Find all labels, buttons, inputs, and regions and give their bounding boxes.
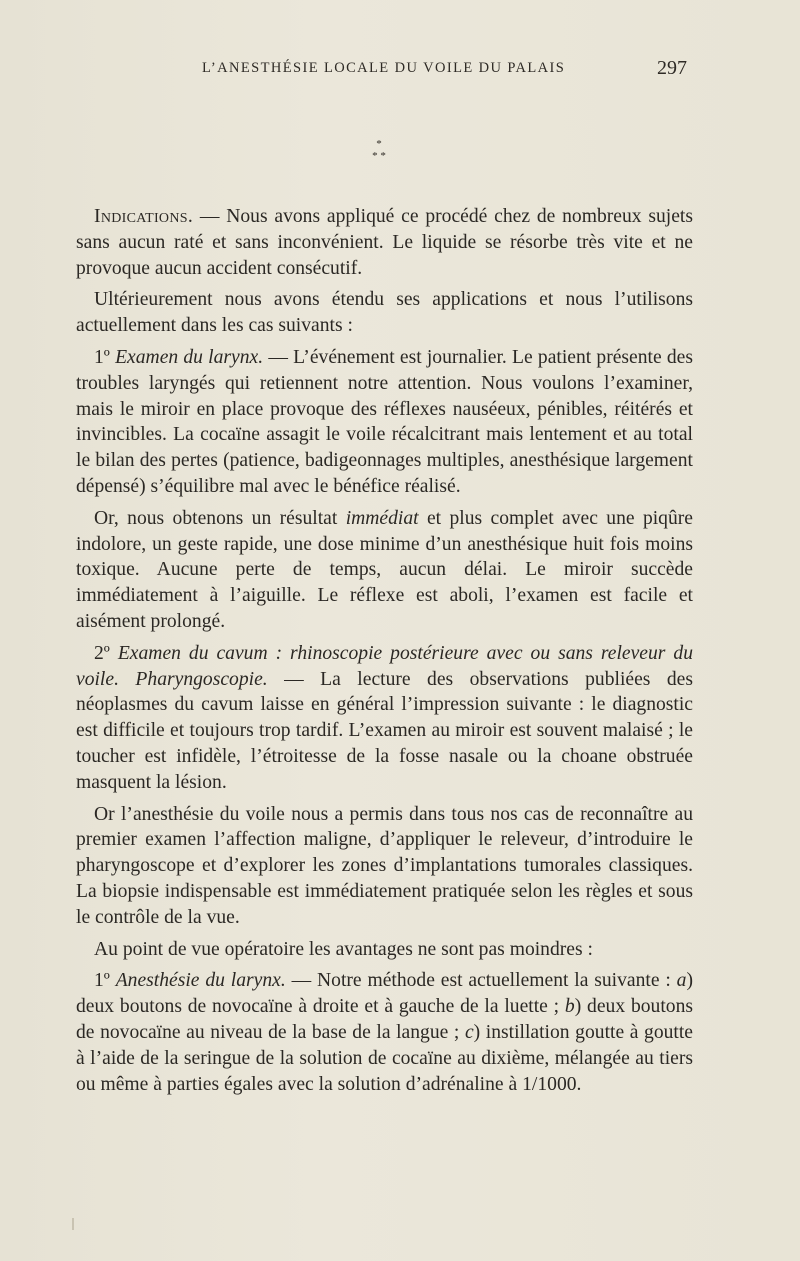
paragraph-text: — Notre méthode est actuellement la suivante : <box>285 970 677 992</box>
paragraph-text: ) deux boutons de novocaïne à droite et à gauche de la luette ; <box>76 970 693 1018</box>
paragraph-examen-cavum <box>76 641 693 796</box>
paragraph-text: — Nous avons appliqué ce procédé chez de nombreux sujets sans aucun raté et sans inconvénient. Le liquide se résorbe très vite et ne provoque aucun accident consécutif. <box>76 206 693 279</box>
paragraph-anesthesie-larynx <box>76 968 693 1097</box>
item-title: Anesthésie du larynx. <box>115 970 286 992</box>
asterism-bottom: * * <box>372 150 386 162</box>
paragraph-text: Or l’anesthésie du voile nous a permis dans tous nos cas de reconnaître au premier examen l’affection maligne, d’appliquer le releveur, d’introduire le pharyngoscope et d’explorer les zones d’implantations tumorales classiques. La biopsie indispensable est immédiatement pratiquée selon les règles et sous le contrôle de la vue. <box>76 803 693 928</box>
list-letter-c: c <box>464 1021 474 1043</box>
paragraph-text: Or, nous obtenons un résultat <box>94 507 346 529</box>
paragraph-text: Ultérieurement nous avons étendu ses applications et nous l’utilisons actuellement dans les cas suivants : <box>76 289 693 337</box>
paragraph-text: — La lecture des observations publiées des néoplasmes du cavum laisse en général l’impression suivante : le diagnostic est difficile et toujours trop tardif. L’examen au miroir est souvent malaisé ; le toucher est infidèle, l’étroitesse de la fosse nasale ou la choane obstruée masquent la lésion. <box>76 668 694 793</box>
paragraph-text: — L’événement est journalier. Le patient présente des troubles laryngés qui retiennent notre attention. Nous voulons l’examiner, mais le miroir en place provoque des réflexes nauséeux, pénibles, réitérés et invincibles. La cocaïne assagit le voile récalcitrant mais lentement et au total le bilan des pertes (patience, badigeonnages multiples, anesthésique largement dépensé) s’équilibre mal avec le bénéfice réalisé. <box>76 346 694 497</box>
item-title: Examen du larynx. <box>115 346 264 368</box>
paragraph-text: ) instillation goutte à goutte à l’aide de la seringue de la solution de cocaïne au dixième, mélangée au tiers ou même à parties égales avec la solution d’adrénaline à 1/1000. <box>76 1021 693 1095</box>
asterism-top: * <box>376 138 382 150</box>
item-number: 1º <box>94 970 116 992</box>
section-lead-indications: Indications. <box>94 206 194 227</box>
emphasis-immediat: immédiat <box>345 507 419 529</box>
paper-mark <box>72 1218 74 1230</box>
paragraph-text: et plus complet avec une piqûre indolore, un geste rapide, une dose minime d’un anesthésique huit fois moins toxique. Aucune perte de temps, aucun délai. Le miroir succède immédiatement à l’aiguille. Le réflexe est aboli, l’examen est facile et aisément prolongé. <box>76 507 693 632</box>
paragraph-indications <box>76 204 693 281</box>
paragraph-extended-applications <box>76 287 693 339</box>
item-number: 2º <box>94 642 118 664</box>
paragraph-avantages-operatoires <box>76 937 693 963</box>
running-head: L’ANESTHÉSIE LOCALE DU VOILE DU PALAIS <box>202 60 566 76</box>
paragraph-examen-larynx <box>76 345 693 500</box>
paragraph-resultat-immediat <box>76 506 693 635</box>
body-text <box>76 204 693 1097</box>
asterism-ornament <box>364 138 394 162</box>
list-letter-a: a <box>676 970 687 992</box>
paragraph-anesthesie-voile <box>76 802 693 931</box>
item-title: Examen du cavum : rhinoscopie postérieure avec ou sans releveur du voile. Pharyngoscopie. <box>76 642 693 690</box>
paragraph-text: Au point de vue opératoire les avantages ne sont pas moindres : <box>94 938 593 960</box>
item-number: 1º <box>94 346 116 368</box>
page-number: 297 <box>657 57 687 79</box>
paragraph-text: ) deux boutons de novocaïne au niveau de la base de la langue ; <box>76 996 693 1043</box>
list-letter-b: b <box>564 996 575 1018</box>
